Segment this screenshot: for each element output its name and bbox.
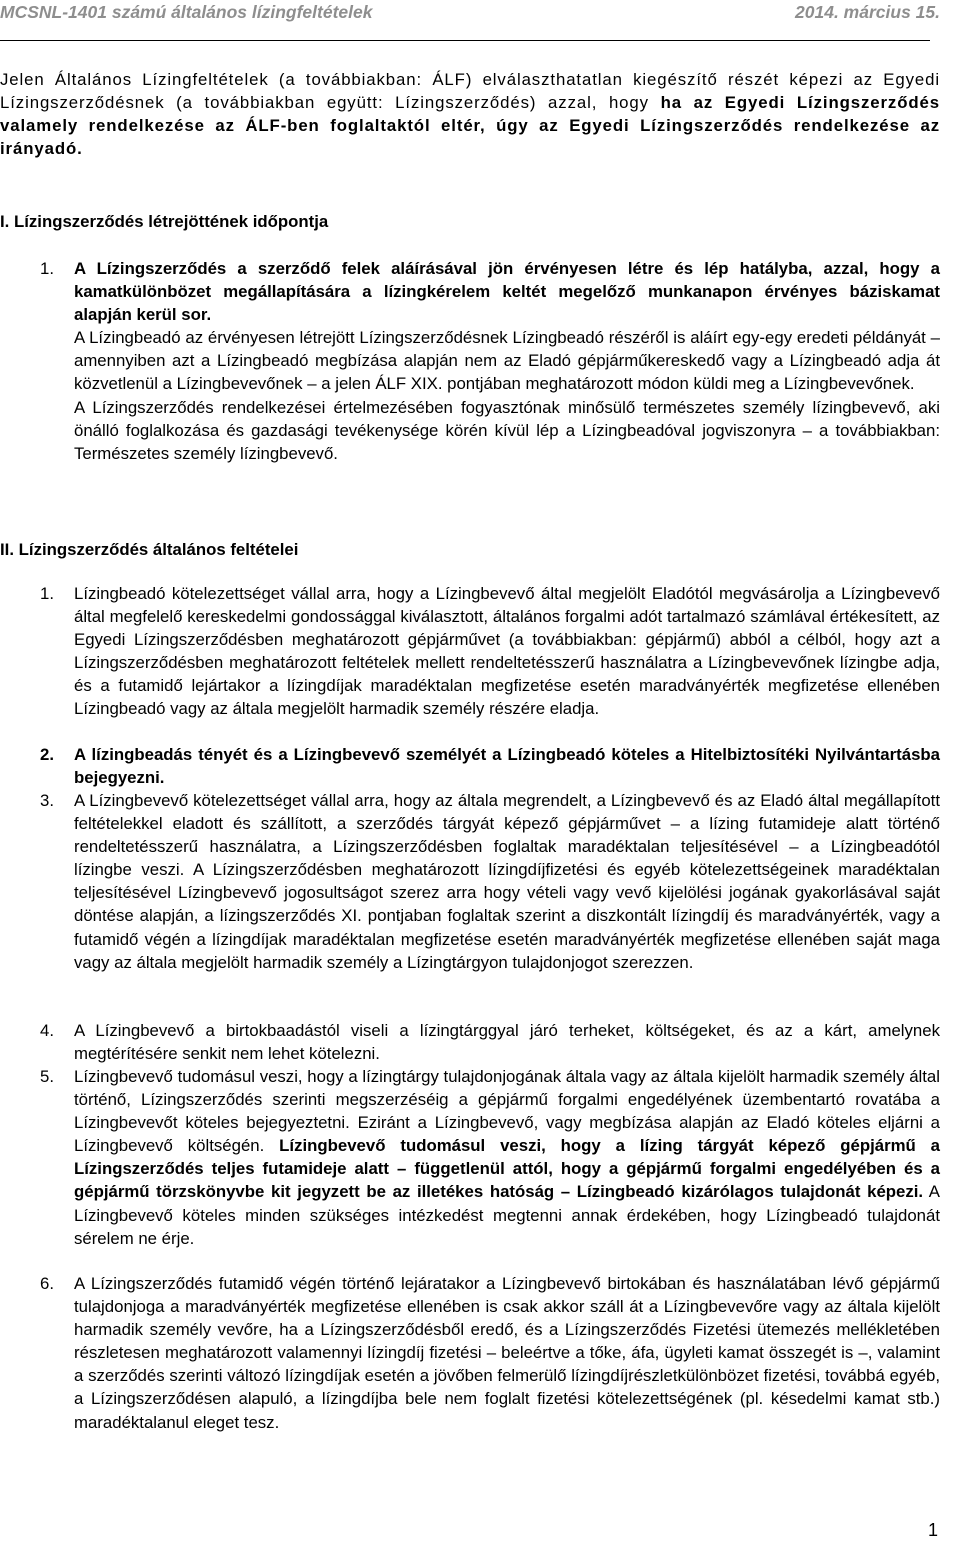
intro-paragraph: [0, 68, 940, 160]
item-body: A lízingbeadás tényét és a Lízingbevevő személyét a Lízingbeadó köteles a Hitelbiztosítéki Nyilvántartásba bejegyezni.: [74, 745, 940, 788]
item-body: [74, 1065, 940, 1250]
item-number: 4.: [40, 1021, 54, 1040]
item-number: 1.: [40, 584, 54, 603]
intro-text: Jelen Általános Lízingfeltételek (a továbbiakban: ÁLF) elválaszthatatlan kiegészítő részét képezi az Egyedi Lízingszerződésnek (a továbbiakban együtt: Lízingszerződés) azzal, hogy: [0, 70, 940, 113]
item-paragraph: A Lízingszerződés rendelkezései értelmezésében fogyasztónak minősülő természetes személy lízingbevevő, aki önálló foglalkozása és gazdasági tevékenysége körén kívül lép a Lízingbeadóval jogviszonyra – a továbbiakban: Természetes személy lízingbevevő.: [74, 397, 940, 463]
item-body: [74, 257, 940, 465]
item-body: A Lízingszerződés futamidő végén történő lejáratakor a Lízingbevevő birtokában és használatában lévő gépjármű tulajdonjoga a maradványérték megfizetése ellenében is csak akkor száll át a Lízingbevevőre vagy az általa kijelölt harmadik személy vevőre, ha a Lízingszerződésből eredő, és a Lízingszerződés Fizetési ütemezés mellékletében részletesen meghatározott valamennyi lízingdíj fizetési – beleértve a tőke, áfa, ügyleti kamat összegét is –, valamint a szerződés szerinti változó lízingdíjak esetén a jövőben felmerülő lízingdíjrészletkülönbözet fizetési, továbbá egyéb, a Lízingszerződésen alapuló, a lízingdíjba bele nem foglalt fizetési kötelezettségének (pl. késedelmi kamat stb.) maradéktalanul eleget tesz.: [74, 1274, 940, 1432]
item-number: 5.: [40, 1067, 54, 1086]
item-text: A Lízingbevevő köteles minden szükséges intézkedést megtenni annak érdekében, hogy Lízingbeadó tulajdonát sérelem ne érje.: [74, 1182, 940, 1248]
section-2-heading: II. Lízingszerződés általános feltételei: [0, 540, 299, 559]
document-date: 2014. március 15.: [795, 2, 940, 22]
intro-bold-text: ha az Egyedi Lízingszerződés valamely rendelkezése az ÁLF-ben foglaltaktól eltér, úgy az Egyedi Lízingszerződés rendelkezése az irányadó.: [0, 93, 940, 159]
section-1-heading: I. Lízingszerződés létrejöttének időpontja: [0, 212, 329, 231]
item-number: 6.: [40, 1274, 54, 1293]
header-rule: [0, 40, 930, 41]
item-bold-text: Lízingbevevő tudomásul veszi, hogy a lízing tárgyát képező gépjármű a Lízingszerződés teljes futamideje alatt – függetlenül attól, hogy a gépjármű forgalmi engedélyében és a gépjármű törzskönyvbe kit jegyzett be az illetékes hatóság – Lízingbeadó kizárólagos tulajdonát képezi.: [74, 1136, 941, 1202]
item-paragraph: A Lízingbeadó az érvényesen létrejött Lízingszerződésnek Lízingbeadó részéről is aláírt egy-egy eredeti példányát – amennyiben azt a Lízingbeadó megbízása alapján nem az Eladó gépjárműkereskedő vagy a Lízingbeadó adja át közvetlenül a Lízingbevevőnek – a jelen ÁLF XIX. pontjában meghatározott módon küldi meg a Lízingbevevőnek.: [74, 328, 940, 394]
item-number: 2.: [40, 745, 54, 764]
page-header: [0, 2, 940, 24]
item-body: Lízingbeadó kötelezettséget vállal arra, hogy a Lízingbevevő által megjelölt Eladótól megvásárolja a Lízingbevevő által megfelelő kereskedelmi gondossággal kiválasztott, általános forgalmi adót tartalmazó számlával értékesített, az Egyedi Lízingszerződésben meghatározott gépjárművet (a továbbiakban: gépjármű) abból a célból, hogy azt a Lízingszerződésben meghatározott feltételek mellett rendeltetésszerű használatra a Lízingbevevőnek lízingbe adja, és a futamidő lejártakor a lízingdíjak maradéktalan megfizetése esetén maradványérték megfizetése ellenében Lízingbeadó vagy az általa megjelölt harmadik személy részére eladja.: [74, 584, 940, 719]
item-body: A Lízingbevevő kötelezettséget vállal arra, hogy az általa megrendelt, a Lízingbevevő és az Eladó által megállapított feltételekkel eladott és szállított, a szerződés tárgyát képező gépjárművet – a lízing futamideje alatt történő rendeltetésszerű használatra, a Lízingszerződésben foglaltak maradéktalan teljesítésével – a Lízingbeadótól lízingbe veszi. A Lízingszerződésben meghatározott lízingdíjfizetési és egyéb kötelezettségeinek maradéktalan teljesítésével Lízingbevevő jogosultságot szerez arra hogy vételi vagy vevő kijelölési jogának gyakorlásával saját döntése alapján, a lízingszerződés XI. pontjaban foglaltak szerint a diszkontált lízingdíj és maradványérték, vagy a futamidő végén a lízingdíjak maradéktalan megfizetése esetén maradványérték megfizetése ellenében saját maga vagy az általa megjelölt harmadik személy a Lízingtárgyon tulajdonjogot szerezzen.: [74, 791, 940, 972]
item-text: Lízingbevevő tudomásul veszi, hogy a lízingtárgy tulajdonjogának általa vagy az általa kijelölt harmadik személy által történő, Lízingszerződés szerinti megszerzéséig a gépjármű forgalmi engedélyének üzembentartó rovatába a Lízingbevevőt köteles bejegyeztetni. Eziránt a Lízingbevevő, vagy megbízása alapján az Eladó köteles eljárni a Lízingbevevő költségén.: [74, 1067, 940, 1156]
item-number: 3.: [40, 791, 54, 810]
item-body: A Lízingbevevő a birtokbaadástól viseli a lízingtárggyal járó terheket, költségeket, és az a kárt, amelynek megtérítésére senkit nem lehet kötelezni.: [74, 1021, 940, 1064]
document-title: MCSNL-1401 számú általános lízingfeltételek: [0, 2, 373, 22]
item-paragraph-bold: A Lízingszerződés a szerződő felek aláírásával jön érvényesen létre és lép hatályba, azzal, hogy a kamatkülönbözet megállapítására a lízingkérelem keltét megelőző munkanapon érvényes báziskamat alapján kerül sor.: [74, 259, 940, 325]
page-number: 1: [927, 1520, 938, 1540]
item-number: 1.: [40, 259, 54, 278]
